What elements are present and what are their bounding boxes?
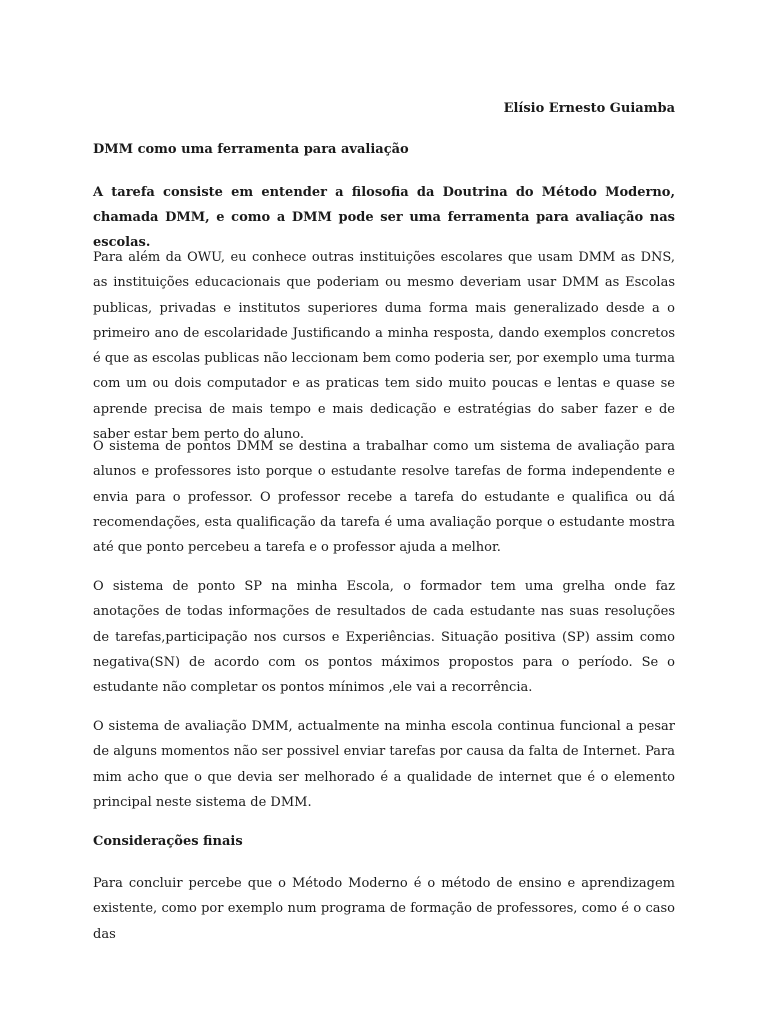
paragraph-conclusion: Para concluir percebe que o Método Moderno é o método de ensino e aprendizagem existente, como por exemplo num programa de formação de professores, como é o caso das bbox=[93, 876, 675, 942]
author-name: Elísio Ernesto Guiamba bbox=[503, 101, 675, 116]
paragraph-evaluation-system: O sistema de avaliação DMM, actualmente na minha escola continua funcional a pesar de alguns momentos não ser possivel enviar tarefas por causa da falta de Internet. Para mim acho que o que devia ser melhorado é a qualidade de internet que é o elemento principal neste sistema de DMM. bbox=[93, 719, 675, 810]
paragraph-institutions: Para além da OWU, eu conhece outras instituições escolares que usam DMM as DNS, as instituições educacionais que poderiam ou mesmo deveriam usar DMM as Escolas publicas, privadas e institutos superiores duma forma mais generalizado desde a o primeiro ano de escolaridade Justificando a minha resposta, dando exemplos concretos é que as escolas publicas não leccionam bem como poderia ser, por exemplo uma turma com um ou dois computador e as praticas tem sido muito poucas e lentas e quase se aprende precisa de mais tempo e mais dedicação e estratégias do saber fazer e de saber estar bem perto do aluno. bbox=[93, 250, 675, 443]
document-subject: DMM como uma ferramenta para avaliação bbox=[93, 142, 409, 157]
paragraph-points-system: O sistema de pontos DMM se destina a trabalhar como um sistema de avaliação para alunos e professores isto porque o estudante resolve tarefas de forma independente e envia para o professor. O professor recebe a tarefa do estudante e qualifica ou dá recomendações, esta qualificação da tarefa é uma avaliação porque o estudante mostra até que ponto percebeu a tarefa e o professor ajuda a melhor. bbox=[93, 439, 675, 556]
conclusion-heading: Considerações finais bbox=[93, 834, 243, 849]
task-intro: A tarefa consiste em entender a filosofia da Doutrina do Método Moderno, chamada DMM, e como a DMM pode ser uma ferramenta para avaliação nas escolas. bbox=[93, 185, 675, 250]
paragraph-sp-system: O sistema de ponto SP na minha Escola, o formador tem uma grelha onde faz anotações de todas informações de resultados de cada estudante nas suas resoluções de tarefas,participação nos cursos e Experiências. Situação positiva (SP) assim como negativa(SN) de acordo com os pontos máximos propostos para o período. Se o estudante não completar os pontos mínimos ,ele vai a recorrência. bbox=[93, 579, 675, 696]
